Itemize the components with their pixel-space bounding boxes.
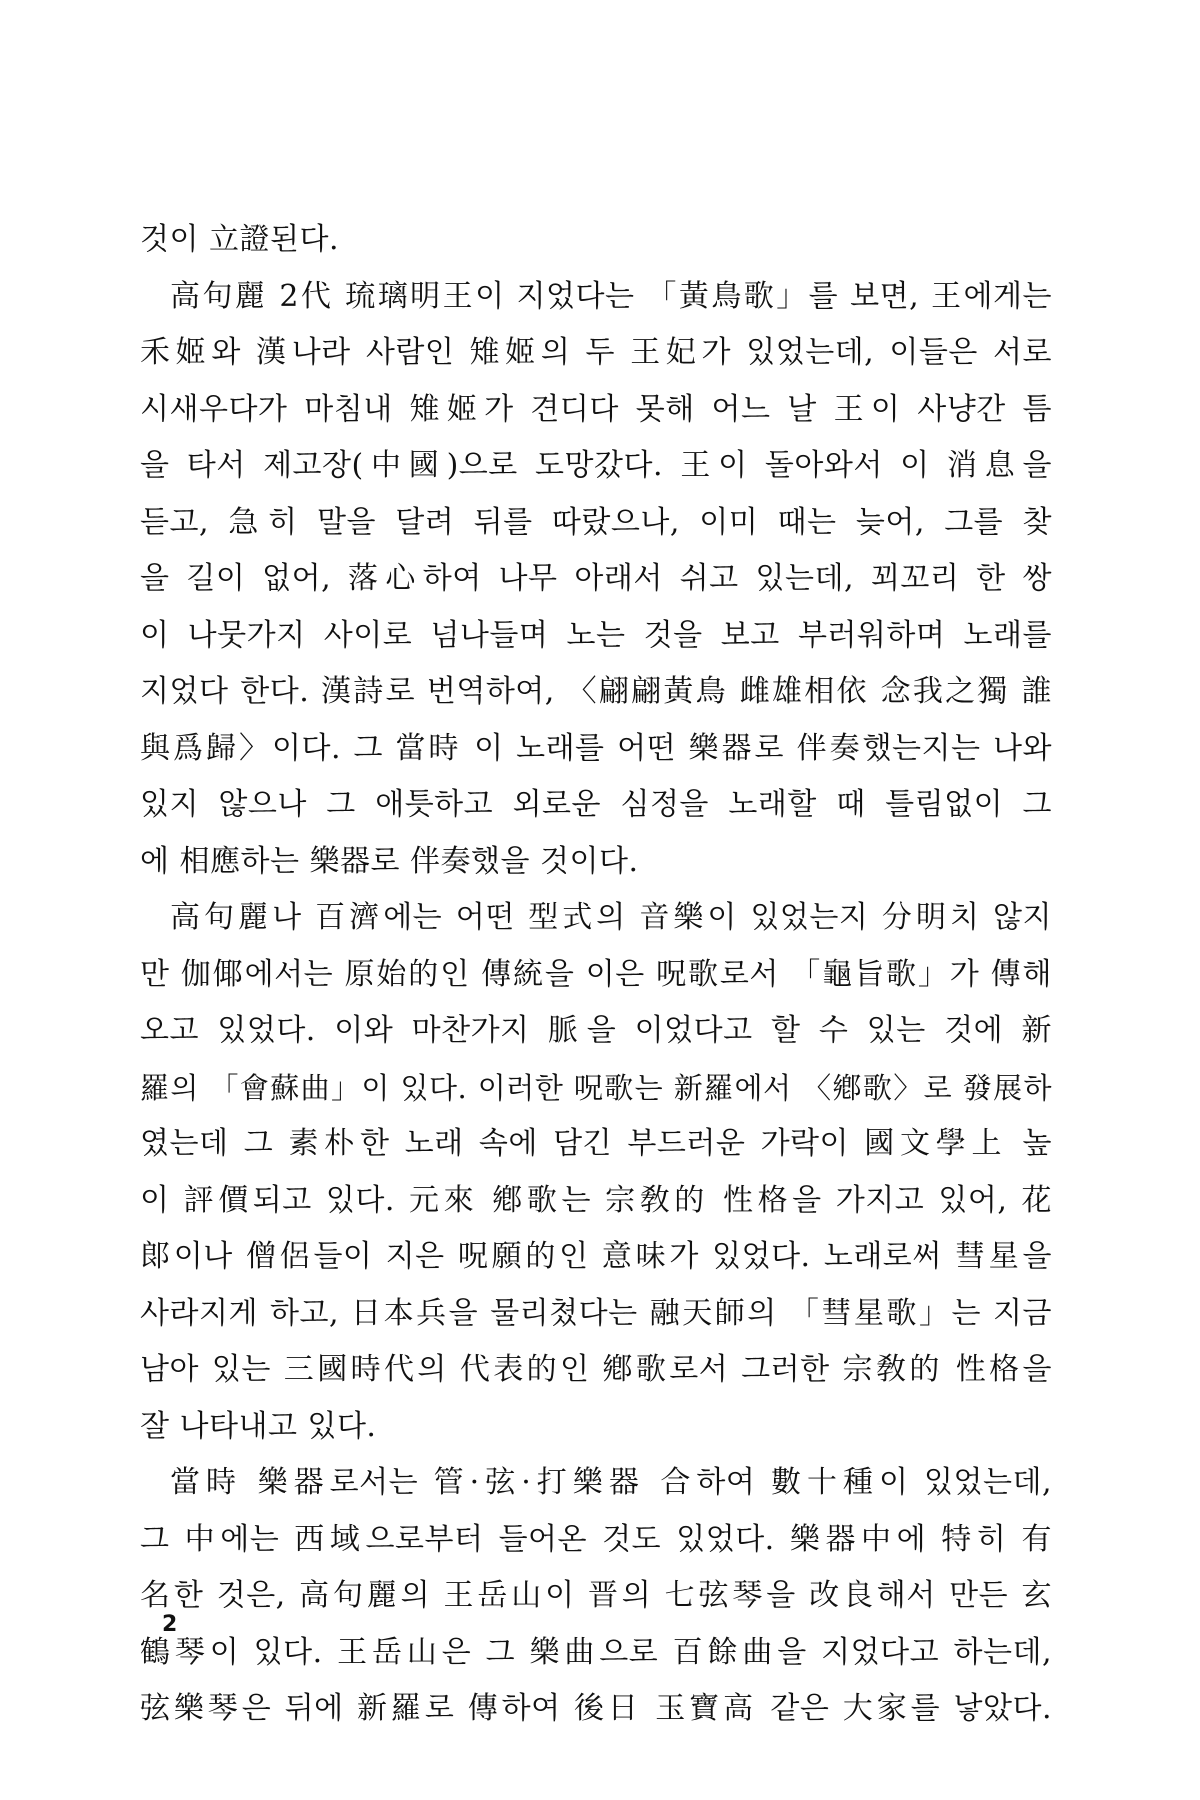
text-line: 名한 것은, 高句麗의 王岳山이 晋의 七弦琴을 改良해서 만든 玄	[140, 1578, 1052, 1613]
text-line: 羅의 「會蘇曲」이 있다. 이러한 呪歌는 新羅에서 〈鄕歌〉로 發展하	[140, 1070, 1052, 1105]
text-line: 이 나뭇가지 사이로 넘나들며 노는 것을 보고 부러워하며 노래를	[140, 617, 1052, 653]
text-line: 을 길이 없어, 落心하여 나무 아래서 쉬고 있는데, 꾀꼬리 한 쌍	[140, 561, 1052, 596]
text-line: 이 評價되고 있다. 元來 鄕歌는 宗敎的 性格을 가지고 있어, 花	[140, 1182, 1052, 1218]
text-line: 있지 않으나 그 애틋하고 외로운 심정을 노래할 때 틀림없이 그	[140, 787, 1052, 822]
text-line: 을 타서 제고장(中國)으로 도망갔다. 王이 돌아와서 이 消息을	[140, 448, 1052, 483]
text-line: 弦樂琴은 뒤에 新羅로 傳하여 後日 玉寶高 같은 大家를 낳았다.	[140, 1691, 1052, 1726]
page-number: 2	[162, 1612, 178, 1637]
text-line: 지었다 한다. 漢詩로 번역하여, 〈翩翩黃鳥 雌雄相依 念我之獨 誰	[140, 674, 1052, 709]
text-line: 듣고, 急히 말을 달려 뒤를 따랐으나, 이미 때는 늦어, 그를 찾	[140, 504, 1052, 540]
text-line: 남아 있는 三國時代의 代表的인 鄕歌로서 그러한 宗敎的 性格을	[140, 1352, 1052, 1387]
text-line: 그 中에는 西域으로부터 들어온 것도 있었다. 樂器中에 特히 有	[140, 1521, 1052, 1557]
text-line: 郞이나 僧侶들이 지은 呪願的인 意味가 있었다. 노래로써 彗星을	[140, 1239, 1052, 1274]
text-line: 當時 樂器로서는 管·弦·打樂器 合하여 數十種이 있었는데,	[170, 1465, 1052, 1500]
text-line: 에 相應하는 樂器로 伴奏했을 것이다.	[140, 843, 639, 879]
text-line: 시새우다가 마침내 雉姬가 견디다 못해 어느 날 王이 사냥간 틈	[140, 391, 1052, 427]
text-line: 高句麗나 百濟에는 어떤 型式의 音樂이 있었는지 分明치 않지	[170, 900, 1052, 935]
text-line: 禾姬와 漢나라 사람인 雉姬의 두 王妃가 있었는데, 이들은 서로	[140, 335, 1052, 370]
text-line: 鶴琴이 있다. 王岳山은 그 樂曲으로 百餘曲을 지었다고 하는데,	[140, 1634, 1052, 1670]
text-line: 였는데 그 素朴한 노래 속에 담긴 부드러운 가락이 國文學上 높	[140, 1126, 1052, 1161]
body-text	[140, 212, 1052, 1738]
text-line: 사라지게 하고, 日本兵을 물리쳤다는 融天師의 「彗星歌」는 지금	[140, 1295, 1052, 1331]
text-line: 것이 立證된다.	[140, 222, 339, 257]
text-line: 오고 있었다. 이와 마찬가지 脈을 이었다고 할 수 있는 것에 新	[140, 1013, 1052, 1048]
text-line: 잘 나타내고 있다.	[140, 1408, 377, 1444]
text-line: 與爲歸〉이다. 그 當時 이 노래를 어떤 樂器로 伴奏했는지는 나와	[140, 730, 1052, 766]
text-line: 高句麗 2代 琉璃明王이 지었다는 「黃鳥歌」를 보면, 王에게는	[170, 278, 1052, 314]
text-line: 만 伽倻에서는 原始的인 傳統을 이은 呪歌로서 「龜旨歌」가 傳해	[140, 956, 1052, 992]
